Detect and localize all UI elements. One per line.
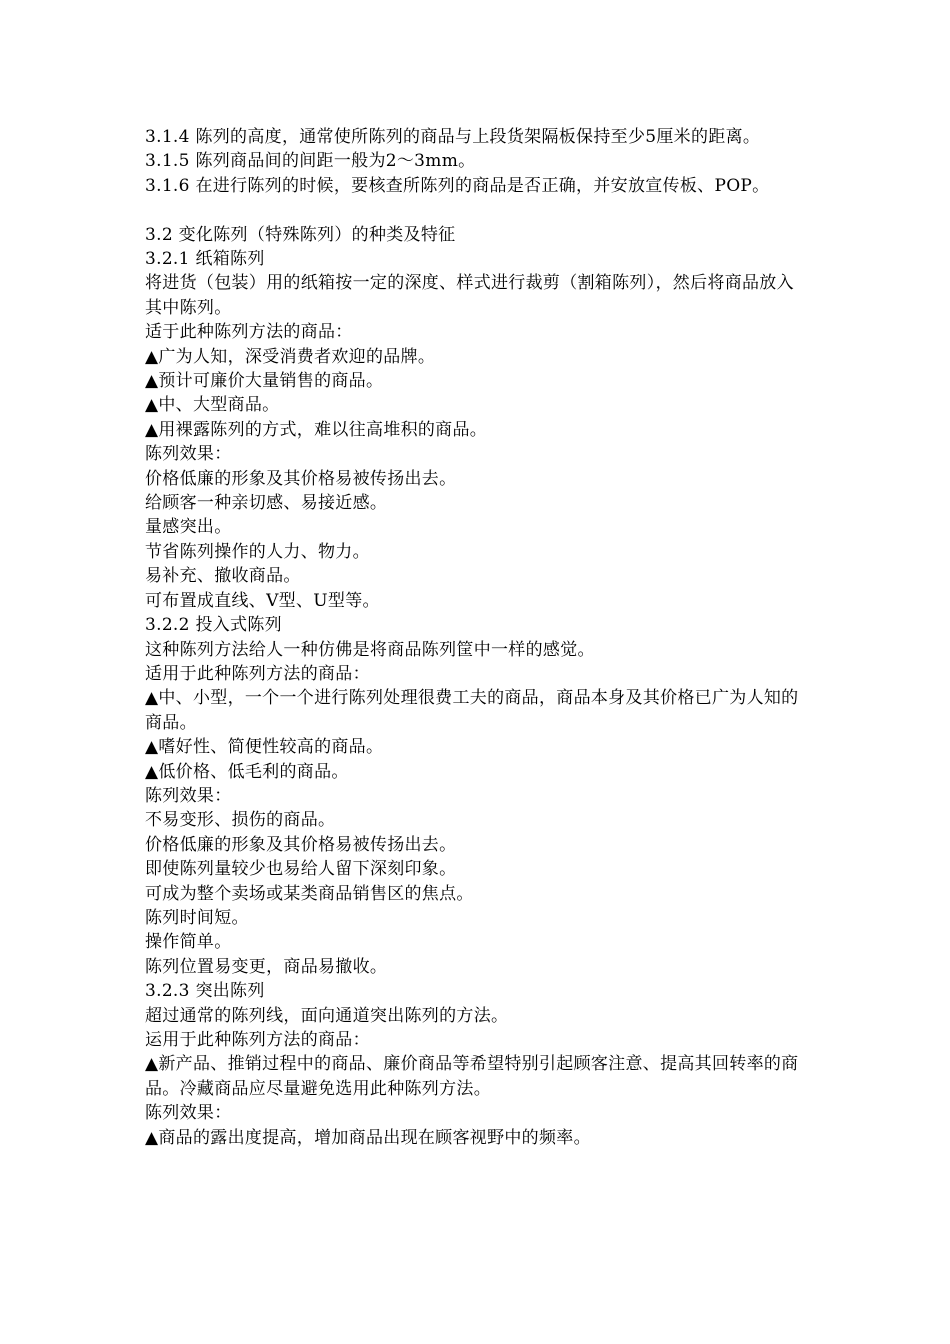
blank-line: [145, 198, 810, 222]
paragraph: 陈列时间短。: [145, 907, 249, 928]
paragraph: 节省陈列操作的人力、物力。: [145, 541, 370, 562]
paragraph: 操作简单。: [145, 932, 232, 953]
paragraph: 陈列效果：: [145, 444, 232, 465]
paragraph: 价格低廉的形象及其价格易被传扬出去。: [145, 834, 457, 855]
bullet-item: ▲商品的露出度提高，增加商品出现在顾客视野中的频率。: [145, 1127, 591, 1148]
paragraph: 可布置成直线、V型、U型等。: [145, 590, 380, 611]
paragraph: 不易变形、损伤的商品。: [145, 810, 336, 831]
bullet-item: ▲中、大型商品。: [145, 395, 280, 416]
bullet-item: ▲新产品、推销过程中的商品、廉价商品等希望特别引起顾客注意、提高其回转率的商品。冷藏商品应尽量避免选用此种陈列方法。: [145, 1054, 799, 1099]
paragraph-3-1-5: 3.1.5 陈列商品间的间距一般为2～3mm。: [145, 151, 476, 172]
paragraph: 适于此种陈列方法的商品：: [145, 322, 353, 343]
paragraph-3-1-6: 3.1.6 在进行陈列的时候，要核查所陈列的商品是否正确，并安放宣传板、POP。: [145, 175, 770, 196]
paragraph: 可成为整个卖场或某类商品销售区的焦点。: [145, 883, 474, 904]
subsection-heading-3-2-1: 3.2.1 纸箱陈列: [145, 249, 265, 270]
bullet-item: ▲低价格、低毛利的商品。: [145, 761, 349, 782]
paragraph: 给顾客一种亲切感、易接近感。: [145, 493, 388, 514]
paragraph-3-1-4: 3.1.4 陈列的高度，通常使所陈列的商品与上段货架隔板保持至少5厘米的距离。: [145, 127, 761, 147]
bullet-item: ▲预计可廉价大量销售的商品。: [145, 371, 384, 392]
paragraph: 适用于此种陈列方法的商品：: [145, 663, 370, 684]
paragraph: 这种陈列方法给人一种仿佛是将商品陈列筐中一样的感觉。: [145, 639, 595, 660]
paragraph: 超过通常的陈列线，面向通道突出陈列的方法。: [145, 1005, 509, 1026]
paragraph: 陈列位置易变更，商品易撤收。: [145, 956, 388, 977]
bullet-item: ▲嗜好性、简便性较高的商品。: [145, 737, 384, 758]
paragraph: 量感突出。: [145, 517, 232, 538]
subsection-heading-3-2-2: 3.2.2 投入式陈列: [145, 615, 282, 636]
bullet-item: ▲中、小型，一个一个进行陈列处理很费工夫的商品，商品本身及其价格已广为人知的商品。: [145, 688, 799, 733]
paragraph: 陈列效果：: [145, 1103, 232, 1124]
paragraph: 将进货（包装）用的纸箱按一定的深度、样式进行裁剪（割箱陈列），然后将商品放入其中陈列。: [145, 273, 794, 318]
paragraph: 价格低廉的形象及其价格易被传扬出去。: [145, 468, 457, 489]
bullet-item: ▲广为人知，深受消费者欢迎的品牌。: [145, 346, 436, 367]
section-heading-3-2: 3.2 变化陈列（特殊陈列）的种类及特征: [145, 224, 456, 245]
subsection-heading-3-2-3: 3.2.3 突出陈列: [145, 981, 265, 1002]
paragraph: 易补充、撤收商品。: [145, 566, 301, 587]
paragraph: 陈列效果：: [145, 785, 232, 806]
document-body: [145, 125, 810, 1150]
paragraph: 即使陈列量较少也易给人留下深刻印象。: [145, 859, 457, 880]
bullet-item: ▲用裸露陈列的方式，难以往高堆积的商品。: [145, 419, 488, 440]
paragraph: 运用于此种陈列方法的商品：: [145, 1030, 370, 1051]
